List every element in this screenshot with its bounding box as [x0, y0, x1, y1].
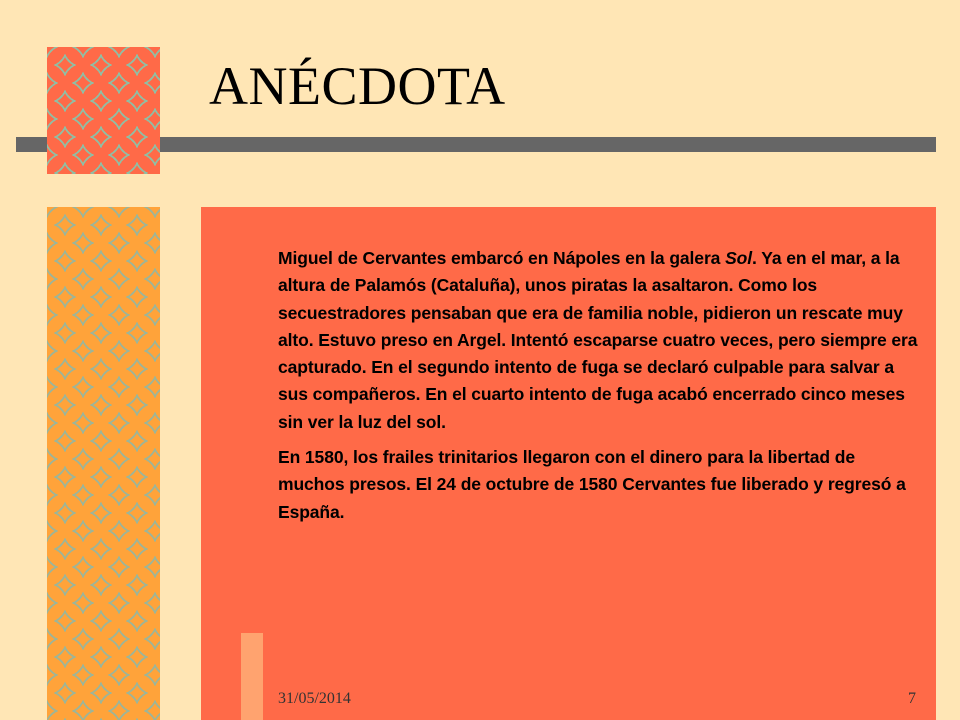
page-number: 7 — [908, 690, 916, 707]
paragraph-1 — [278, 245, 918, 436]
footer-date: 31/05/2014 — [278, 690, 351, 707]
paragraph-2: En 1580, los frailes trinitarios llegaron con el dinero para la libertad de muchos presos. El 24 de octubre de 1580 Cervantes fue liberado y regresó a España. — [278, 447, 906, 522]
paragraph-1-start: Miguel de Cervantes embarcó en Nápoles en la galera — [278, 248, 726, 268]
decorative-circles-left — [47, 207, 160, 720]
slide-body — [278, 245, 918, 534]
ship-name: Sol — [725, 248, 752, 268]
decorative-circles-top — [47, 47, 160, 174]
accent-strip — [241, 633, 263, 720]
title-rule — [160, 137, 936, 152]
title-rule-left — [16, 137, 47, 152]
slide-title: ANÉCDOTA — [209, 56, 506, 116]
paragraph-1-rest: . Ya en el mar, a la altura de Palamós (Cataluña), unos piratas la asaltaron. Como los secuestradores pensaban que era de familia noble, pidieron un rescate muy alto. Estuvo preso en Argel. Intentó escaparse cuatro veces, pero siempre era capturado. En el segundo intento de fuga se declaró culpable para salvar a sus compañeros. En el cuarto intento de fuga acabó encerrado cinco meses sin ver la luz del sol. — [278, 248, 918, 432]
